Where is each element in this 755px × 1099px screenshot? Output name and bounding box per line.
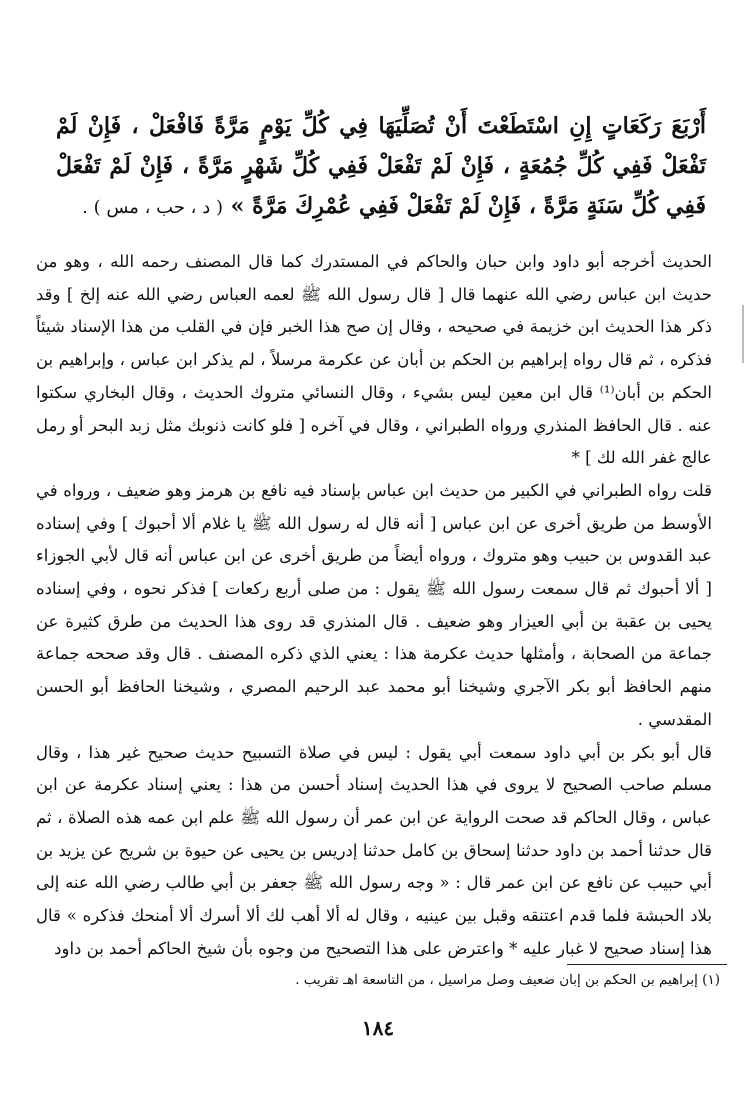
commentary-paragraph-1: الحديث أخرجه أبو داود وابن حبان والحاكم في المستدرك كما قال المصنف رحمه الله ، وهو من حديث ابن عباس رضي الله عنهما قال [ قال رسول الله ﷺ لعمه العباس رضي الله عنه إلخ ] وقد ذكر هذا الحديث ابن خزيمة في صحيحه ، وقال إن صح هذا الخبر فإن في القلب من هذا الإسناد شيئاً فذكره ، ثم قال رواه إبراهيم بن الحكم بن أبان عن عكرمة مرسلاً ، لم يذكر ابن عباس ، وإبراهيم بن الحكم بن أبان⁽¹⁾ قال ابن معين ليس بشيء ، وقال النسائي متروك الحديث ، وقال البخاري سكتوا عنه . قال الحافظ المنذري ورواه الطبراني ، وقال في آخره [ فلو كانت ذنوبك مثل زبد البحر أو رمل عالج غفر الله لك ] *: [36, 252, 713, 468]
page-number: ١٨٤: [361, 1016, 395, 1040]
footnote: (١) إبراهيم بن الحكم بن إبان ضعيف وصل مراسيل ، من التاسعة اهـ تقريب .: [295, 972, 720, 988]
commentary-body: [36, 246, 712, 965]
margin-mark: [742, 305, 744, 363]
hadith-sources: ( د ، حب ، مس ) .: [82, 197, 223, 218]
footnote-divider: [567, 964, 727, 965]
commentary-paragraph-3: قال أبو بكر بن أبي داود سمعت أبي يقول : ليس في صلاة التسبيح حديث صحيح غير هذا ، وقال مسلم صاحب الصحيح لا يروى في هذا الحديث إسناد أحسن من هذا : يعني إسناد عكرمة عن ابن عباس ، وقال الحاكم قد صحت الرواية عن ابن عمر أن رسول الله ﷺ علم ابن عمه هذه الصلاة ، ثم قال حدثنا أحمد بن داود حدثنا إسحاق بن كامل حدثنا إدريس بن يحيى عن حيوة بن شريح عن يزيد بن أبي حبيب عن نافع عن ابن عمر قال : « وجه رسول الله ﷺ جعفر بن أبي طالب رضي الله عنه إلى بلاد الحبشة فلما قدم اعتنقه وقبل بين عينيه ، وقال له ألا أهب لك ألا أسرك ألا أمنحك فذكره » قال هذا إسناد صحيح لا غبار عليه * واعترض على هذا التصحيح من وجوه بأن شيخ الحاكم أحمد بن داود: [36, 742, 712, 958]
commentary-paragraph-2: قلت رواه الطبراني في الكبير من حديث ابن عباس بإسناد فيه نافع بن هرمز وهو ضعيف ، ورواه في الأوسط من طريق أخرى عن ابن عباس [ أنه قال له رسول الله ﷺ يا غلام ألا أحبوك ] وفي إسناده عبد القدوس بن حبيب وهو متروك ، ورواه أيضاً من طريق أخرى عن ابن عباس أنه قال لأبي الجوزاء [ ألا أحبوك ثم قال سمعت رسول الله ﷺ يقول : من صلى أربع ركعات ] فذكر نحوه ، وفي إسناده يحيى بن عقبة بن أبي العيزار وهو ضعيف . قال المنذري قد روى هذا الحديث من طرق كثيرة عن جماعة من الصحابة ، وأمثلها حديث عكرمة هذا : يعني الذي ذكره المصنف . قال وقد صححه جماعة منهم الحافظ أبو بكر الآجري وشيخنا أبو محمد عبد الرحيم المصري ، وشيخنا الحافظ أبو الحسن المقدسي .: [36, 480, 712, 729]
hadith-text-block: [56, 106, 706, 228]
hadith-text: أَرْبَعَ رَكَعَاتٍ إِنِ اسْتَطَعْتَ أَنْ تُصَلِّيَهَا فِي كُلِّ يَوْمٍ مَرَّةً فَافْعَلْ ، فَإِنْ لَمْ تَفْعَلْ فَفِي كُلِّ جُمُعَةٍ ، فَإِنْ لَمْ تَفْعَلْ فَفِي كُلِّ شَهْرٍ مَرَّةً ، فَإِنْ لَمْ تَفْعَلْ فَفِي كُلِّ سَنَةٍ مَرَّةً ، فَإِنْ لَمْ تَفْعَلْ فَفِي عُمْرِكَ مَرَّةً »: [56, 113, 706, 219]
